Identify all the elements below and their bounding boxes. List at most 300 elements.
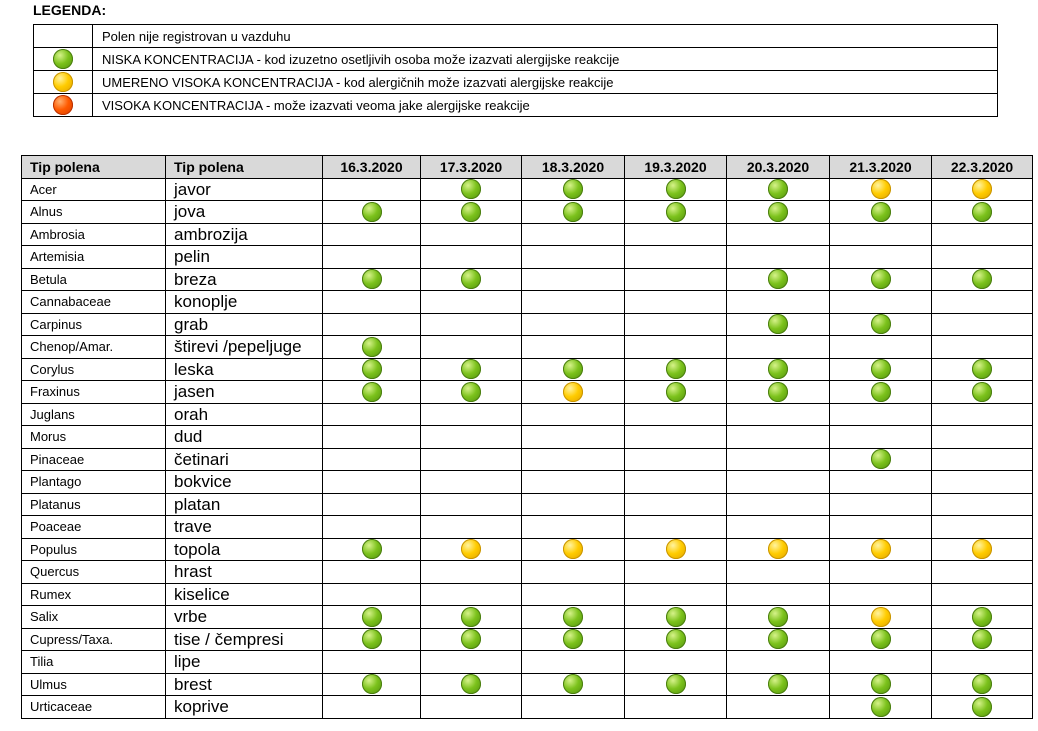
pollen-local-name: breza — [166, 268, 323, 291]
concentration-cell — [323, 606, 421, 629]
concentration-cell — [421, 223, 522, 246]
table-row — [22, 448, 1033, 471]
concentration-cell — [727, 516, 830, 539]
concentration-cell — [727, 403, 830, 426]
pollen-latin-name: Urticaceae — [22, 696, 166, 719]
pollen-latin-name: Chenop/Amar. — [22, 336, 166, 359]
yellow-circle-icon — [972, 179, 992, 199]
legend-symbol — [34, 71, 93, 94]
concentration-cell — [932, 493, 1033, 516]
pollen-latin-name: Populus — [22, 538, 166, 561]
pollen-latin-name: Ulmus — [22, 673, 166, 696]
green-circle-icon — [362, 629, 382, 649]
green-circle-icon — [461, 382, 481, 402]
concentration-cell — [932, 516, 1033, 539]
concentration-cell — [522, 538, 625, 561]
green-circle-icon — [362, 269, 382, 289]
legend-row — [34, 48, 998, 71]
concentration-cell — [830, 651, 932, 674]
concentration-cell — [421, 268, 522, 291]
pollen-local-name: topola — [166, 538, 323, 561]
pollen-local-name: platan — [166, 493, 323, 516]
table-row — [22, 493, 1033, 516]
concentration-cell — [323, 381, 421, 404]
concentration-cell — [727, 493, 830, 516]
concentration-cell — [932, 313, 1033, 336]
green-circle-icon — [871, 202, 891, 222]
concentration-cell — [932, 696, 1033, 719]
concentration-cell — [323, 673, 421, 696]
pollen-local-name: brest — [166, 673, 323, 696]
table-row — [22, 516, 1033, 539]
green-circle-icon — [666, 179, 686, 199]
table-row — [22, 291, 1033, 314]
concentration-cell — [522, 336, 625, 359]
concentration-cell — [830, 583, 932, 606]
concentration-cell — [727, 696, 830, 719]
header-date: 18.3.2020 — [522, 156, 625, 179]
green-circle-icon — [972, 697, 992, 717]
concentration-cell — [522, 696, 625, 719]
concentration-cell — [421, 313, 522, 336]
concentration-cell — [625, 313, 727, 336]
concentration-cell — [625, 696, 727, 719]
concentration-cell — [932, 291, 1033, 314]
concentration-cell — [932, 448, 1033, 471]
concentration-cell — [323, 403, 421, 426]
green-circle-icon — [563, 674, 583, 694]
concentration-cell — [932, 336, 1033, 359]
pollen-local-name: pelin — [166, 246, 323, 269]
concentration-cell — [830, 448, 932, 471]
concentration-cell — [932, 583, 1033, 606]
concentration-cell — [323, 538, 421, 561]
concentration-cell — [830, 336, 932, 359]
concentration-cell — [625, 358, 727, 381]
green-circle-icon — [563, 179, 583, 199]
concentration-cell — [932, 606, 1033, 629]
table-row — [22, 201, 1033, 224]
concentration-cell — [830, 223, 932, 246]
concentration-cell — [421, 606, 522, 629]
legend-row — [34, 71, 998, 94]
table-row — [22, 471, 1033, 494]
table-row — [22, 426, 1033, 449]
concentration-cell — [727, 606, 830, 629]
concentration-cell — [830, 291, 932, 314]
concentration-cell — [830, 381, 932, 404]
concentration-cell — [421, 651, 522, 674]
pollen-latin-name: Cupress/Taxa. — [22, 628, 166, 651]
concentration-cell — [323, 201, 421, 224]
green-circle-icon — [871, 629, 891, 649]
concentration-cell — [625, 606, 727, 629]
table-row — [22, 403, 1033, 426]
concentration-cell — [625, 381, 727, 404]
concentration-cell — [421, 673, 522, 696]
concentration-cell — [830, 493, 932, 516]
concentration-cell — [625, 516, 727, 539]
concentration-cell — [830, 561, 932, 584]
pollen-local-name: ambrozija — [166, 223, 323, 246]
header-date: 16.3.2020 — [323, 156, 421, 179]
concentration-cell — [522, 628, 625, 651]
concentration-cell — [323, 561, 421, 584]
concentration-cell — [625, 291, 727, 314]
header-date: 19.3.2020 — [625, 156, 727, 179]
table-row — [22, 673, 1033, 696]
concentration-cell — [421, 201, 522, 224]
yellow-circle-icon — [666, 539, 686, 559]
pollen-latin-name: Quercus — [22, 561, 166, 584]
concentration-cell — [830, 696, 932, 719]
green-circle-icon — [563, 607, 583, 627]
concentration-cell — [323, 178, 421, 201]
green-circle-icon — [768, 382, 788, 402]
concentration-cell — [727, 336, 830, 359]
concentration-cell — [625, 178, 727, 201]
concentration-cell — [625, 426, 727, 449]
legend-table — [33, 24, 998, 117]
pollen-local-name: četinari — [166, 448, 323, 471]
pollen-latin-name: Fraxinus — [22, 381, 166, 404]
concentration-cell — [625, 223, 727, 246]
table-row — [22, 336, 1033, 359]
pollen-local-name: hrast — [166, 561, 323, 584]
pollen-local-name: kiselice — [166, 583, 323, 606]
concentration-cell — [830, 178, 932, 201]
concentration-cell — [727, 583, 830, 606]
green-circle-icon — [871, 382, 891, 402]
concentration-cell — [522, 673, 625, 696]
concentration-cell — [522, 606, 625, 629]
concentration-cell — [625, 403, 727, 426]
pollen-local-name: javor — [166, 178, 323, 201]
concentration-cell — [421, 178, 522, 201]
concentration-cell — [323, 696, 421, 719]
yellow-circle-icon — [768, 539, 788, 559]
concentration-cell — [932, 178, 1033, 201]
yellow-circle-icon — [53, 72, 73, 92]
concentration-cell — [932, 403, 1033, 426]
concentration-cell — [727, 223, 830, 246]
header-date: 20.3.2020 — [727, 156, 830, 179]
concentration-cell — [323, 246, 421, 269]
concentration-cell — [625, 583, 727, 606]
green-circle-icon — [768, 629, 788, 649]
green-circle-icon — [768, 607, 788, 627]
green-circle-icon — [972, 202, 992, 222]
pollen-local-name: tise / čempresi — [166, 628, 323, 651]
concentration-cell — [421, 448, 522, 471]
yellow-circle-icon — [972, 539, 992, 559]
concentration-cell — [421, 246, 522, 269]
pollen-latin-name: Poaceae — [22, 516, 166, 539]
concentration-cell — [932, 561, 1033, 584]
concentration-cell — [522, 358, 625, 381]
table-row — [22, 696, 1033, 719]
concentration-cell — [522, 426, 625, 449]
legend-text: Polen nije registrovan u vazduhu — [93, 25, 998, 48]
pollen-latin-name: Tilia — [22, 651, 166, 674]
pollen-local-name: jova — [166, 201, 323, 224]
legend-text: VISOKA KONCENTRACIJA - može izazvati veoma jake alergijske reakcije — [93, 94, 998, 117]
concentration-cell — [932, 628, 1033, 651]
green-circle-icon — [768, 269, 788, 289]
table-row — [22, 246, 1033, 269]
table-row — [22, 606, 1033, 629]
concentration-cell — [421, 583, 522, 606]
legend-symbol — [34, 25, 93, 48]
concentration-cell — [727, 538, 830, 561]
green-circle-icon — [871, 697, 891, 717]
pollen-latin-name: Betula — [22, 268, 166, 291]
table-row — [22, 223, 1033, 246]
green-circle-icon — [871, 674, 891, 694]
header-latin: Tip polena — [22, 156, 166, 179]
pollen-latin-name: Ambrosia — [22, 223, 166, 246]
green-circle-icon — [461, 269, 481, 289]
concentration-cell — [830, 628, 932, 651]
table-row — [22, 358, 1033, 381]
table-row — [22, 268, 1033, 291]
concentration-cell — [830, 358, 932, 381]
green-circle-icon — [563, 202, 583, 222]
concentration-cell — [323, 493, 421, 516]
table-row — [22, 178, 1033, 201]
pollen-local-name: vrbe — [166, 606, 323, 629]
concentration-cell — [932, 201, 1033, 224]
concentration-cell — [522, 561, 625, 584]
concentration-cell — [932, 381, 1033, 404]
green-circle-icon — [666, 382, 686, 402]
concentration-cell — [932, 538, 1033, 561]
pollen-latin-name: Alnus — [22, 201, 166, 224]
green-circle-icon — [563, 359, 583, 379]
pollen-latin-name: Salix — [22, 606, 166, 629]
green-circle-icon — [461, 674, 481, 694]
green-circle-icon — [362, 359, 382, 379]
green-circle-icon — [972, 674, 992, 694]
green-circle-icon — [461, 607, 481, 627]
legend-symbol — [34, 94, 93, 117]
header-date: 17.3.2020 — [421, 156, 522, 179]
concentration-cell — [830, 673, 932, 696]
pollen-latin-name: Rumex — [22, 583, 166, 606]
concentration-cell — [522, 448, 625, 471]
concentration-cell — [625, 336, 727, 359]
green-circle-icon — [563, 629, 583, 649]
green-circle-icon — [362, 337, 382, 357]
concentration-cell — [727, 471, 830, 494]
concentration-cell — [727, 358, 830, 381]
concentration-cell — [421, 403, 522, 426]
concentration-cell — [323, 291, 421, 314]
yellow-circle-icon — [563, 382, 583, 402]
pollen-latin-name: Pinaceae — [22, 448, 166, 471]
concentration-cell — [421, 291, 522, 314]
concentration-cell — [522, 651, 625, 674]
green-circle-icon — [362, 607, 382, 627]
yellow-circle-icon — [871, 607, 891, 627]
concentration-cell — [727, 381, 830, 404]
pollen-latin-name: Juglans — [22, 403, 166, 426]
concentration-cell — [421, 336, 522, 359]
yellow-circle-icon — [871, 539, 891, 559]
green-circle-icon — [362, 382, 382, 402]
concentration-cell — [727, 448, 830, 471]
concentration-cell — [727, 628, 830, 651]
concentration-cell — [625, 246, 727, 269]
legend-row — [34, 94, 998, 117]
table-header-row — [22, 156, 1033, 179]
pollen-latin-name: Carpinus — [22, 313, 166, 336]
green-circle-icon — [768, 202, 788, 222]
concentration-cell — [522, 583, 625, 606]
concentration-cell — [625, 448, 727, 471]
concentration-cell — [727, 426, 830, 449]
green-circle-icon — [972, 382, 992, 402]
concentration-cell — [323, 223, 421, 246]
green-circle-icon — [666, 202, 686, 222]
concentration-cell — [522, 201, 625, 224]
legend-text: NISKA KONCENTRACIJA - kod izuzetno osetljivih osoba može izazvati alergijske reakcije — [93, 48, 998, 71]
concentration-cell — [625, 471, 727, 494]
green-circle-icon — [972, 629, 992, 649]
pollen-latin-name: Morus — [22, 426, 166, 449]
concentration-cell — [830, 471, 932, 494]
concentration-cell — [932, 223, 1033, 246]
green-circle-icon — [53, 49, 73, 69]
green-circle-icon — [362, 202, 382, 222]
concentration-cell — [323, 516, 421, 539]
table-row — [22, 313, 1033, 336]
concentration-cell — [932, 673, 1033, 696]
concentration-cell — [522, 178, 625, 201]
concentration-cell — [727, 313, 830, 336]
red-circle-icon — [53, 95, 73, 115]
green-circle-icon — [768, 359, 788, 379]
concentration-cell — [522, 291, 625, 314]
concentration-cell — [323, 628, 421, 651]
concentration-cell — [323, 336, 421, 359]
table-row — [22, 381, 1033, 404]
concentration-cell — [625, 538, 727, 561]
green-circle-icon — [972, 359, 992, 379]
concentration-cell — [830, 268, 932, 291]
pollen-local-name: bokvice — [166, 471, 323, 494]
concentration-cell — [522, 223, 625, 246]
pollen-local-name: leska — [166, 358, 323, 381]
concentration-cell — [830, 201, 932, 224]
concentration-cell — [421, 471, 522, 494]
legend-symbol — [34, 48, 93, 71]
green-circle-icon — [666, 674, 686, 694]
concentration-cell — [323, 268, 421, 291]
concentration-cell — [830, 426, 932, 449]
green-circle-icon — [362, 539, 382, 559]
pollen-local-name: grab — [166, 313, 323, 336]
pollen-local-name: trave — [166, 516, 323, 539]
concentration-cell — [323, 358, 421, 381]
concentration-cell — [421, 426, 522, 449]
concentration-cell — [830, 246, 932, 269]
green-circle-icon — [461, 202, 481, 222]
concentration-cell — [323, 583, 421, 606]
green-circle-icon — [461, 629, 481, 649]
concentration-cell — [421, 381, 522, 404]
green-circle-icon — [461, 179, 481, 199]
pollen-latin-name: Artemisia — [22, 246, 166, 269]
concentration-cell — [522, 516, 625, 539]
green-circle-icon — [362, 674, 382, 694]
concentration-cell — [323, 651, 421, 674]
concentration-cell — [323, 313, 421, 336]
concentration-cell — [421, 628, 522, 651]
concentration-cell — [727, 246, 830, 269]
concentration-cell — [522, 381, 625, 404]
table-row — [22, 561, 1033, 584]
header-local: Tip polena — [166, 156, 323, 179]
header-date: 21.3.2020 — [830, 156, 932, 179]
green-circle-icon — [871, 314, 891, 334]
concentration-cell — [830, 538, 932, 561]
yellow-circle-icon — [871, 179, 891, 199]
pollen-latin-name: Acer — [22, 178, 166, 201]
pollen-local-name: jasen — [166, 381, 323, 404]
concentration-cell — [625, 493, 727, 516]
concentration-cell — [625, 651, 727, 674]
pollen-local-name: konoplje — [166, 291, 323, 314]
concentration-cell — [625, 561, 727, 584]
concentration-cell — [830, 313, 932, 336]
table-row — [22, 538, 1033, 561]
concentration-cell — [932, 358, 1033, 381]
concentration-cell — [421, 561, 522, 584]
pollen-local-name: štirevi /pepeljuge — [166, 336, 323, 359]
concentration-cell — [830, 516, 932, 539]
concentration-cell — [932, 268, 1033, 291]
yellow-circle-icon — [563, 539, 583, 559]
concentration-cell — [727, 651, 830, 674]
concentration-cell — [421, 696, 522, 719]
pollen-local-name: dud — [166, 426, 323, 449]
concentration-cell — [522, 471, 625, 494]
pollen-latin-name: Platanus — [22, 493, 166, 516]
concentration-cell — [323, 448, 421, 471]
concentration-cell — [421, 516, 522, 539]
concentration-cell — [727, 291, 830, 314]
concentration-cell — [323, 426, 421, 449]
concentration-cell — [932, 246, 1033, 269]
concentration-cell — [727, 268, 830, 291]
legend-row — [34, 25, 998, 48]
green-circle-icon — [871, 269, 891, 289]
green-circle-icon — [666, 629, 686, 649]
pollen-latin-name: Plantago — [22, 471, 166, 494]
green-circle-icon — [871, 359, 891, 379]
concentration-cell — [727, 201, 830, 224]
concentration-cell — [421, 493, 522, 516]
concentration-cell — [522, 246, 625, 269]
concentration-cell — [727, 673, 830, 696]
pollen-latin-name: Corylus — [22, 358, 166, 381]
yellow-circle-icon — [461, 539, 481, 559]
concentration-cell — [522, 313, 625, 336]
green-circle-icon — [461, 359, 481, 379]
green-circle-icon — [666, 359, 686, 379]
concentration-cell — [522, 403, 625, 426]
